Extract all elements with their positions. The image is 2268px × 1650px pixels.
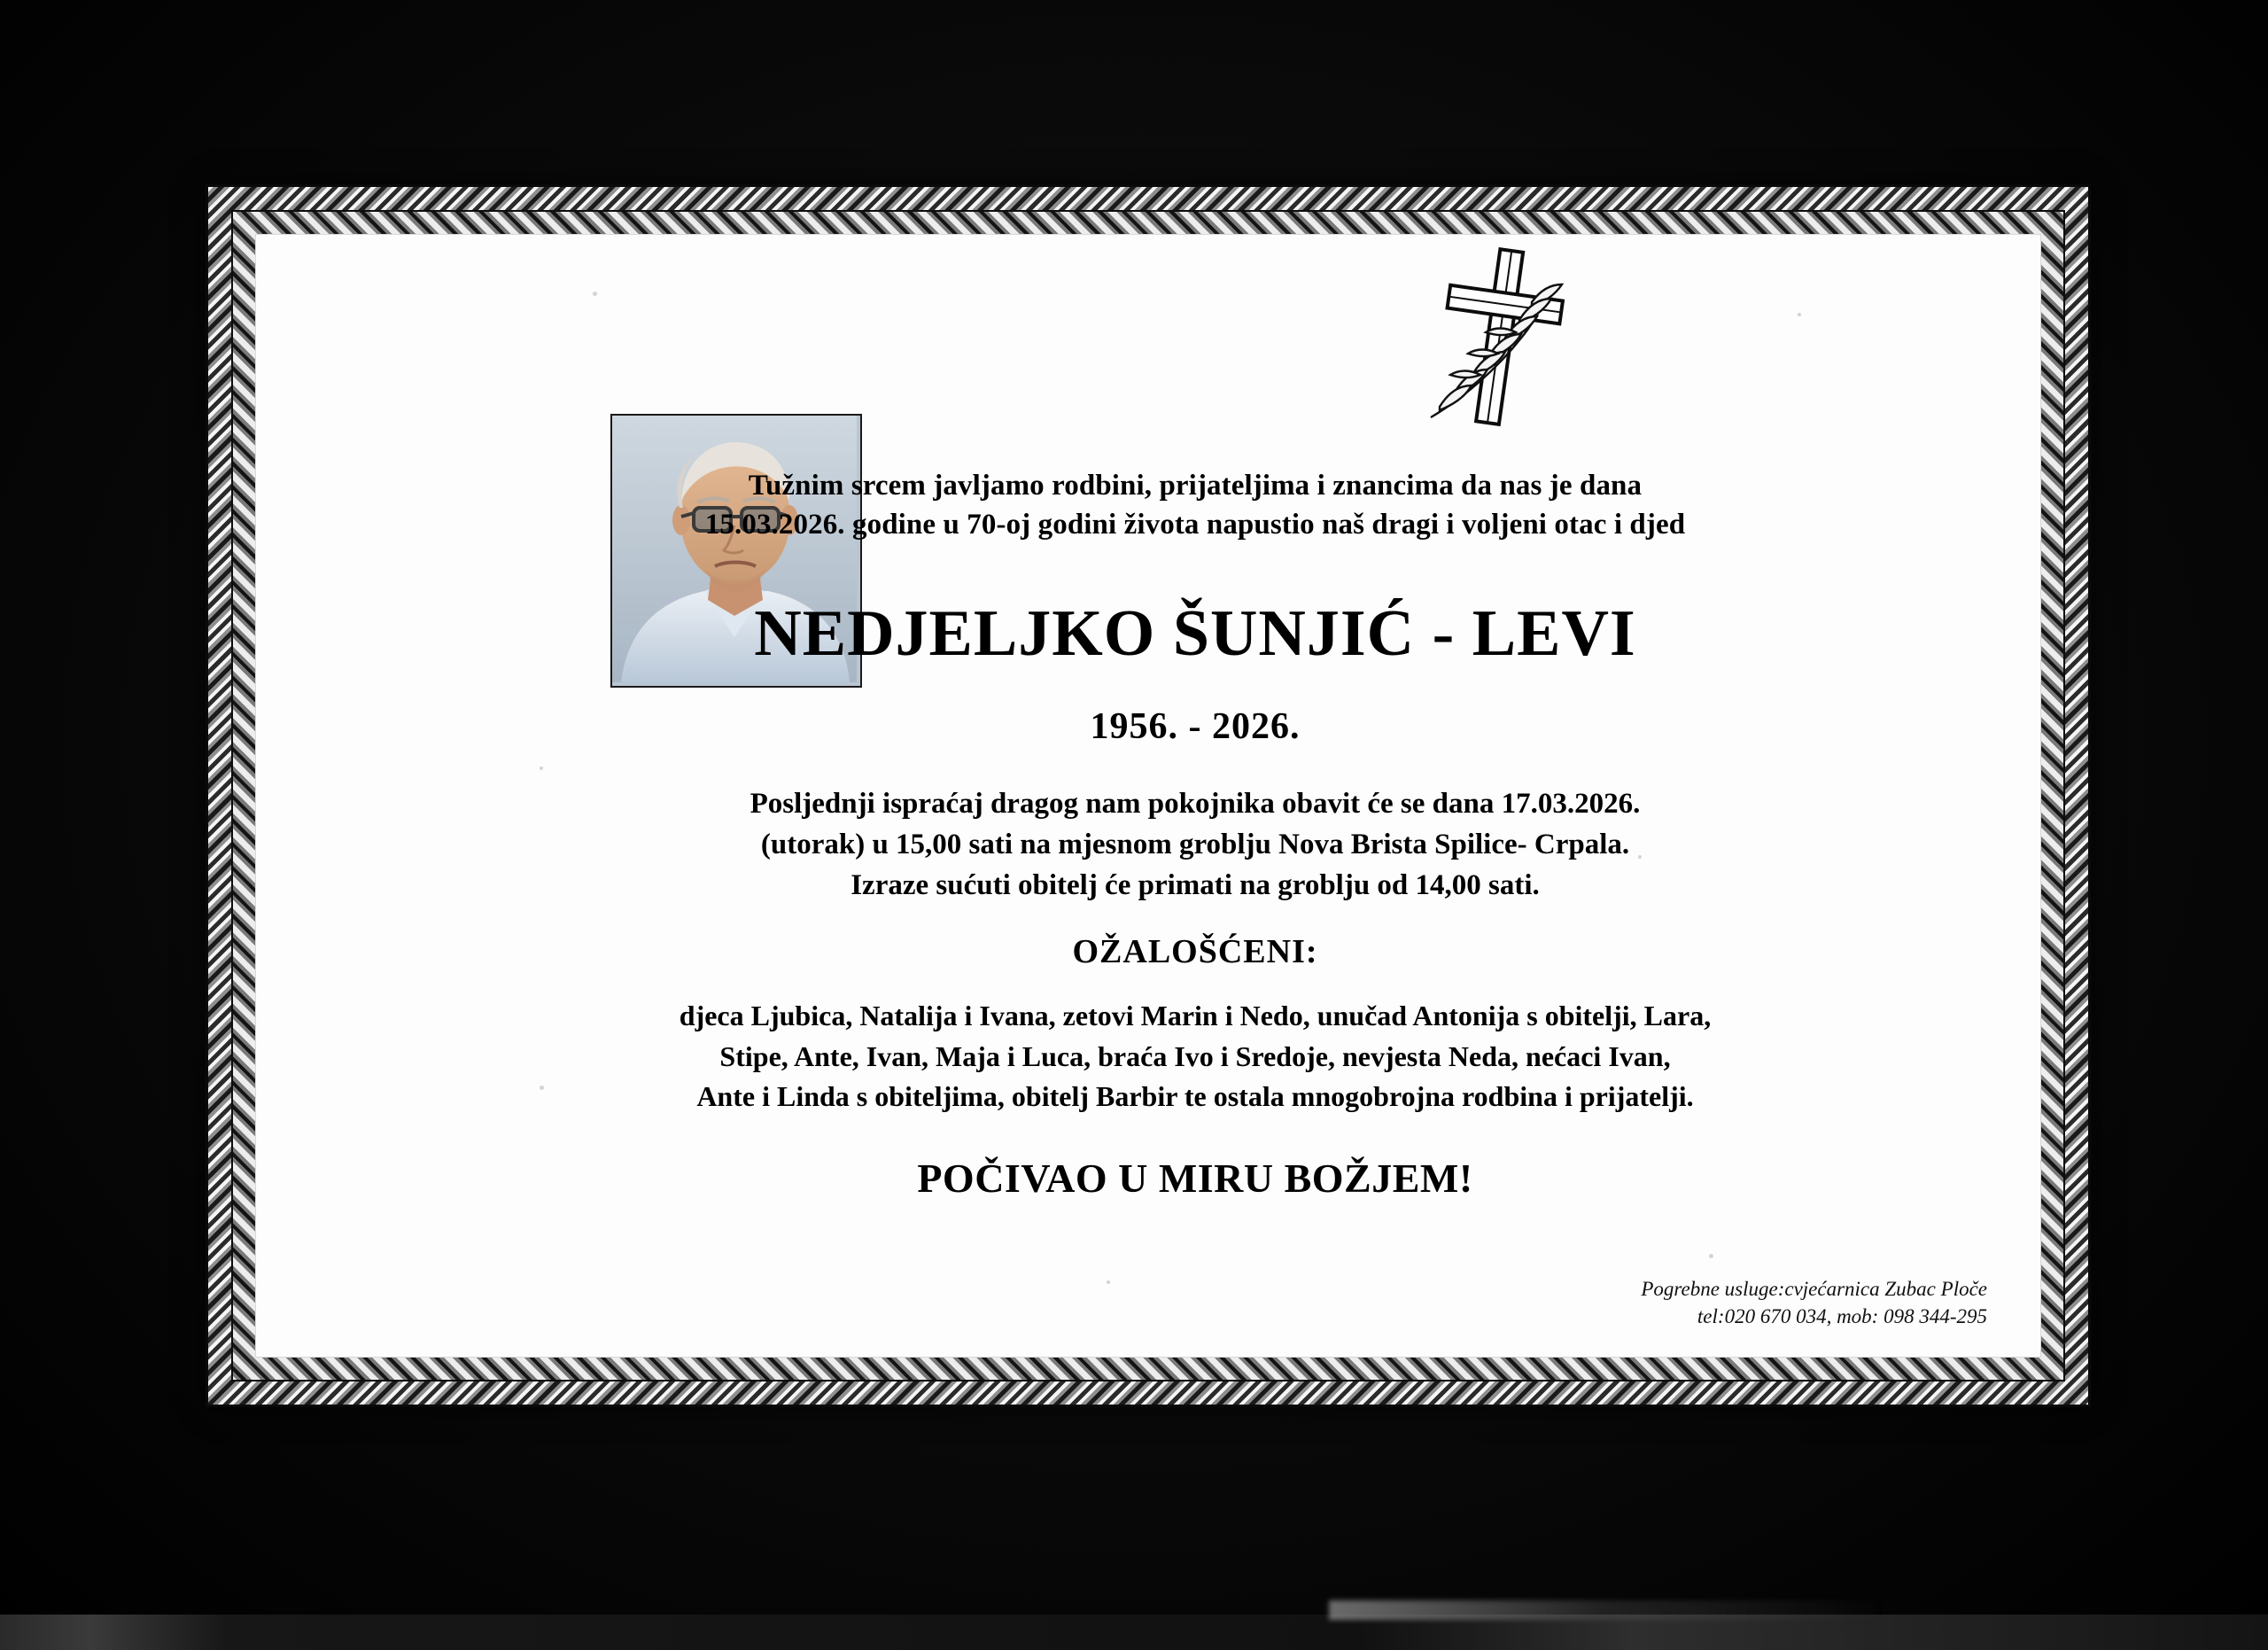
scan-speck <box>1709 1254 1713 1258</box>
obituary-text-block <box>398 235 1992 1202</box>
funeral-details <box>398 783 1992 907</box>
intro-paragraph <box>398 467 1992 545</box>
funeral-service-provider <box>1641 1276 1987 1330</box>
mourners-line-2: Stipe, Ante, Ivan, Maja i Luca, braća Ivo i Sredoje, nevjesta Neda, nećaci Ivan, <box>719 1039 1671 1072</box>
obituary-paper <box>255 234 2041 1358</box>
deceased-name: NEDJELJKO ŠUNJIĆ - LEVI <box>754 596 1636 670</box>
life-years: 1956. - 2026. <box>1090 705 1301 747</box>
intro-line-1: Tužnim srcem javljamo rodbini, prijateljima i znancima da nas je dana <box>748 470 1643 502</box>
intro-line-2: 15.03.2026. godine u 70-oj godini života napustio naš dragi i voljeni otac i djed <box>704 508 1686 541</box>
provider-line-2: tel:020 670 034, mob: 098 344-295 <box>1697 1304 1987 1327</box>
funeral-line-2: (utorak) u 15,00 sati na mjesnom groblju Nova Brista Spilice- Crpala. <box>760 828 1630 860</box>
scan-speck <box>1107 1280 1110 1284</box>
funeral-line-1: Posljednji ispraćaj dragog nam pokojnika obavit će se dana 17.03.2026. <box>750 787 1641 820</box>
obituary-card <box>206 184 2091 1407</box>
rest-in-peace-text: POČIVAO U MIRU BOŽJEM! <box>917 1155 1473 1201</box>
funeral-line-3: Izraze sućuti obitelj će primati na groblju od 14,00 sati. <box>850 869 1540 902</box>
mourners-list <box>398 996 1992 1117</box>
mourners-heading: OŽALOŠĆENI: <box>1072 933 1318 971</box>
scan-edge-strip <box>0 1615 2268 1650</box>
mourners-line-3: Ante i Linda s obiteljima, obitelj Barbir te ostala mnogobrojna rodbina i prijatelji. <box>696 1080 1694 1113</box>
scan-edge-highlight <box>1329 1600 1878 1620</box>
mourners-line-1: djeca Ljubica, Natalija i Ivana, zetovi Marin i Nedo, unučad Antonija s obitelji, Lara, <box>679 1000 1712 1032</box>
provider-line-1: Pogrebne usluge:cvjećarnica Zubac Ploče <box>1641 1278 1987 1301</box>
